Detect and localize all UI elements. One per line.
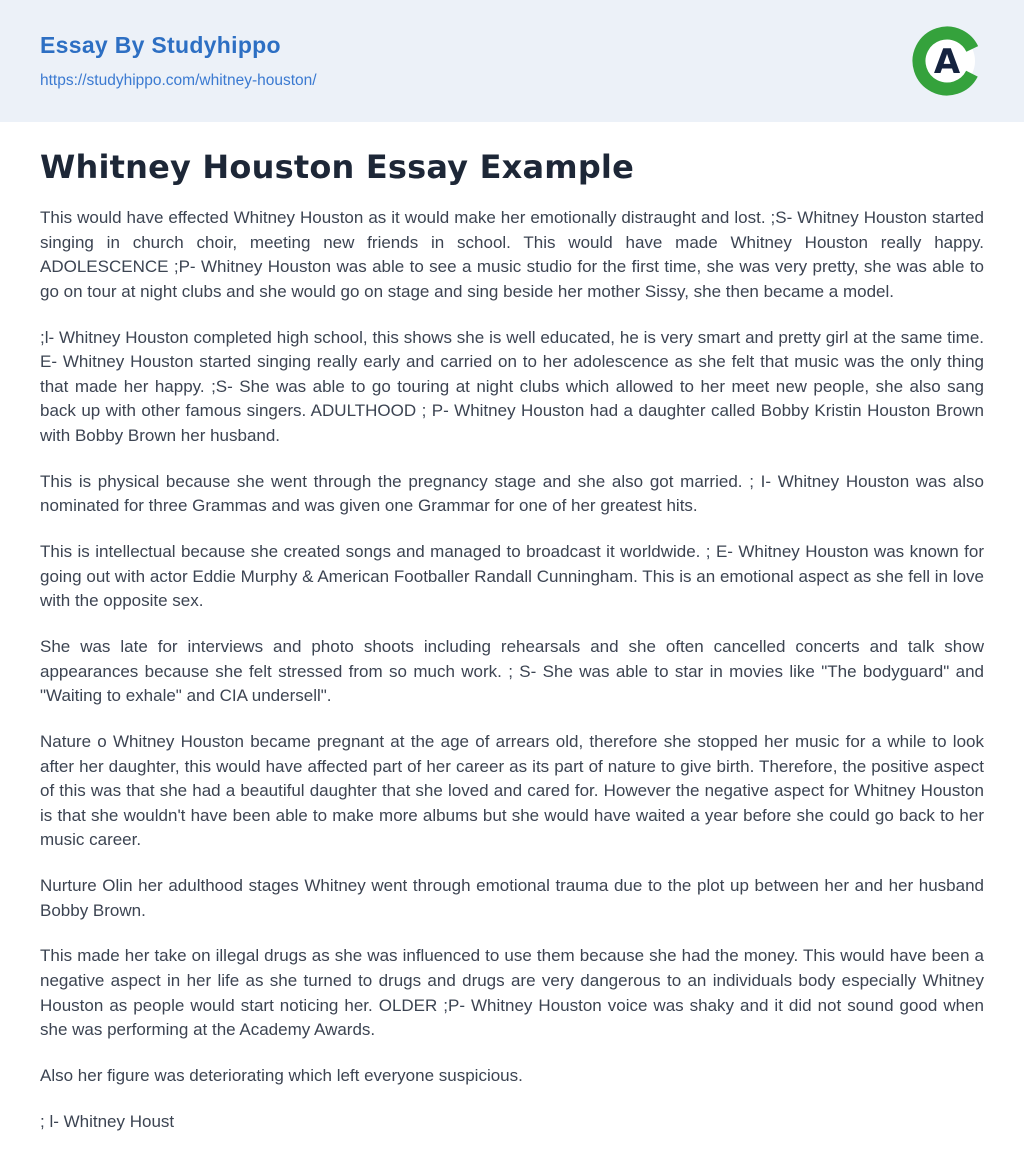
article-paragraph: She was late for interviews and photo shoots including rehearsals and she often cancelled concerts and talk show appearances because she felt stressed from so much work. ; S- She was able to star in movies like "The bodyguard" and "Waiting to exhale" and CIA undersell". [40,636,984,706]
source-url-link[interactable]: https://studyhippo.com/whitney-houston/ [40,72,317,89]
brand-title: Essay By Studyhippo [40,32,281,58]
article-paragraph: ; l- Whitney Houst [40,1111,175,1131]
article-paragraph: This is intellectual because she created songs and managed to broadcast it worldwide. ; E- Whitney Houston was known for going out with actor Eddie Murphy & American Footballer Randall Cunningham. This is an emotional aspect as she fell in love with the opposite sex. [40,542,984,611]
logo-letter: A [933,42,961,82]
studyhippo-logo-icon [910,24,984,98]
page-title: Whitney Houston Essay Example [40,148,635,186]
article-paragraph: Nature o Whitney Houston became pregnant at the age of arrears old, therefore she stopped her music for a while to look after her daughter, this would have affected part of her career as its part of nature to give birth. Therefore, the positive aspect of this was that she had a beautiful daughter that she loved and cared for. However the negative aspect for Whitney Houston is that she wouldn't have been able to make more albums but she would have waited a year before she could go back to her music career. [40,731,984,850]
article-paragraph: Also her figure was deteriorating which left everyone suspicious. [40,1065,523,1085]
studyhippo-logo [910,24,984,98]
article-body [40,206,984,1134]
article-paragraph: Nurture Olin her adulthood stages Whitney went through emotional trauma due to the plot up between her and her husband Bobby Brown. [40,876,984,920]
article-paragraph: ;l- Whitney Houston completed high school, this shows she is well educated, he is very smart and pretty girl at the same time. E- Whitney Houston started singing really early and carried on to her adolescence as she felt that music was the only thing that made her happy. ;S- She was able to go touring at night clubs which allowed to her meet new people, she also sang back up with other famous singers. ADULTHOOD ; P- Whitney Houston had a daughter called Bobby Kristin Houston Brown with Bobby Brown her husband. [40,327,984,446]
article [0,122,1024,1164]
site-header [0,0,1024,122]
article-paragraph: This would have effected Whitney Houston as it would make her emotionally distraught and lost. ;S- Whitney Houston started singing in church choir, meeting new friends in school. This would have made Whitney Houston really happy. ADOLESCENCE ;P- Whitney Houston was able to see a music studio for the first time, she was very pretty, she was able to go on tour at night clubs and she would go on stage and sing beside her mother Sissy, she then became a model. [40,208,984,301]
article-paragraph: This made her take on illegal drugs as she was influenced to use them because she had the money. This would have been a negative aspect in her life as she turned to drugs and drugs are very dangerous to an individuals body especially Whitney Houston as people would start noticing her. OLDER ;P- Whitney Houston voice was shaky and it did not sound good when she was performing at the Academy Awards. [40,946,984,1040]
header-text-block [40,32,317,90]
article-paragraph: This is physical because she went through the pregnancy stage and she also got married. ; I- Whitney Houston was also nominated for three Grammas and was given one Grammar for one of her greatest hits. [40,471,984,516]
